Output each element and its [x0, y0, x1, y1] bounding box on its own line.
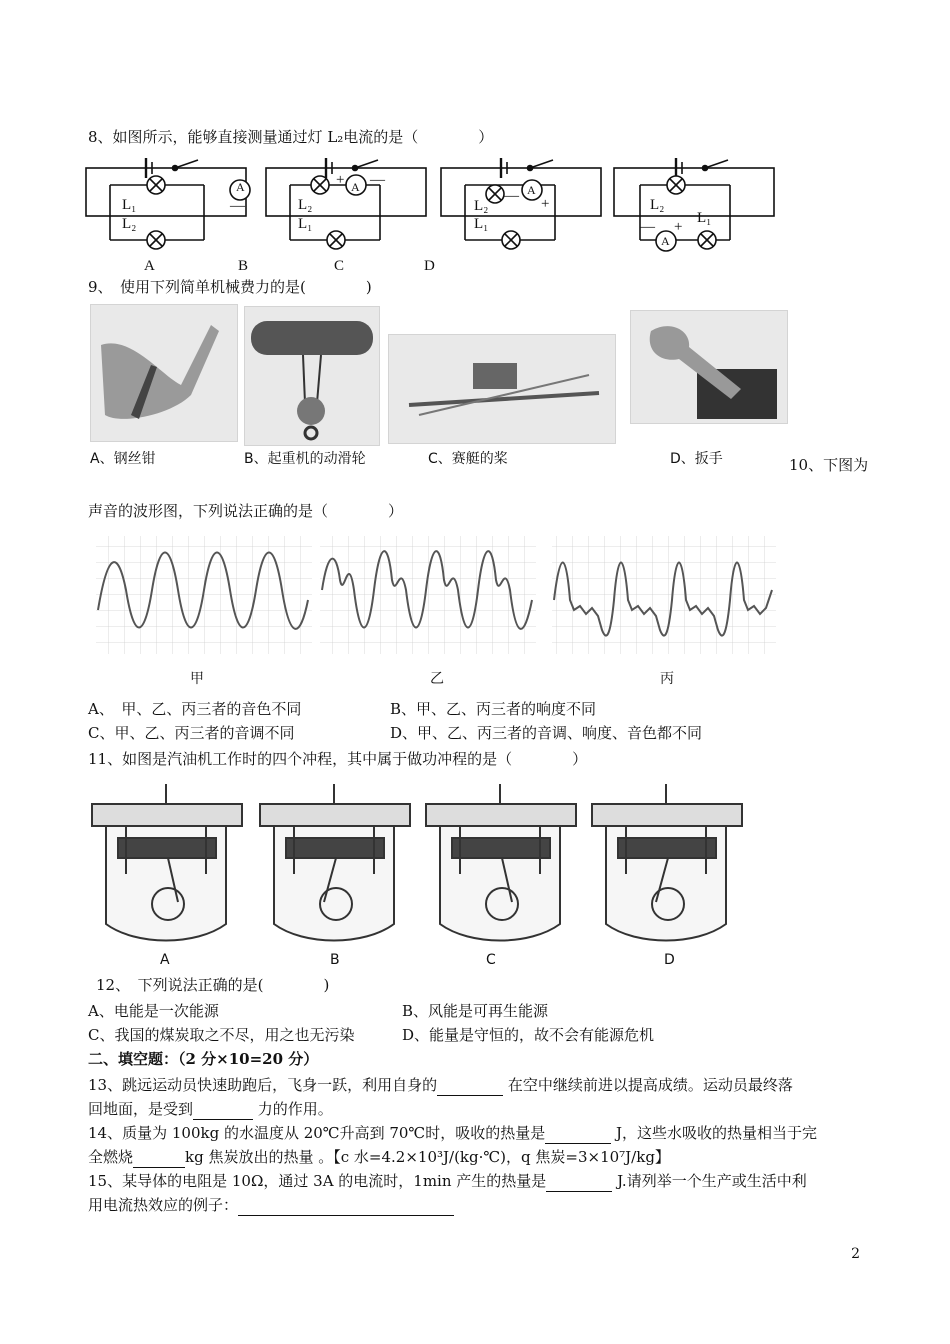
circuit-a-l2: L₂ — [122, 216, 137, 232]
wave-label-bing: 丙 — [660, 671, 674, 687]
engine-label-b: B — [330, 952, 340, 968]
engine-c — [426, 784, 576, 941]
circuit-c — [441, 158, 601, 249]
pliers-image — [90, 304, 238, 442]
circuit-c-l2: L₂ — [474, 198, 489, 214]
circuit-b-ammeter: A — [351, 180, 360, 194]
circuit-c-ammeter: A — [527, 183, 536, 197]
q13-blank-2[interactable] — [193, 1103, 253, 1120]
q12-option-c: C、我国的煤炭取之不尽，用之也无污染 — [88, 1026, 355, 1044]
engine-strokes-figure — [86, 774, 746, 950]
q14-line-1: 14、质量为 100kg 的水温度从 20℃升高到 70℃时，吸收的热量是 J，这些水吸收的热量相当于完 — [88, 1124, 818, 1142]
q12-option-b: B、风能是可再生能源 — [402, 1002, 549, 1020]
circuit-b-l1: L₁ — [298, 216, 313, 232]
engine-label-d: D — [664, 952, 675, 968]
circuit-d-minus: — — [640, 219, 655, 235]
wave-grid-yi — [320, 536, 536, 654]
engine-label-a: A — [160, 952, 170, 968]
option-a-label: A — [144, 258, 155, 274]
wrench-image — [630, 310, 788, 424]
caption-pulley: B、起重机的动滑轮 — [244, 451, 366, 467]
q10-option-b: B、甲、乙、丙三者的响度不同 — [390, 700, 597, 718]
option-d-label: D — [424, 258, 435, 274]
q12-text: 12、 下列说法正确的是( ) — [96, 976, 330, 994]
engine-d — [592, 784, 742, 941]
q10-text-a: 10、下图为 — [789, 456, 869, 474]
circuit-d-l2: L₂ — [650, 197, 665, 213]
circuit-c-plus: + — [541, 196, 550, 212]
caption-oar: C、赛艇的桨 — [428, 451, 508, 467]
circuit-b-plus: + — [336, 172, 345, 188]
circuit-a-minus: — — [230, 198, 245, 214]
engine-b — [260, 784, 410, 941]
waveform-figure — [92, 530, 782, 660]
q12-option-a: A、电能是一次能源 — [88, 1002, 219, 1020]
wave-label-jia: 甲 — [190, 671, 204, 687]
circuit-c-l1: L₁ — [474, 216, 489, 232]
circuit-d — [614, 158, 774, 251]
q10-option-c: C、甲、乙、丙三者的音调不同 — [88, 724, 295, 742]
circuit-d-ammeter: A — [661, 234, 670, 248]
q9-text: 9、 使用下列简单机械费力的是( ) — [88, 278, 372, 296]
q15-line-1: 15、某导体的电阻是 10Ω，通过 3A 的电流时，1min 产生的热量是 J.请列举一个生产或生活中利 — [88, 1172, 807, 1190]
circuit-d-plus: + — [674, 219, 683, 235]
engine-label-c: C — [486, 952, 496, 968]
circuit-b — [266, 158, 426, 249]
q15-blank-1[interactable] — [546, 1175, 612, 1192]
circuit-b-minus: — — [370, 172, 385, 188]
rowing-boat-image — [388, 334, 616, 444]
caption-pliers: A、钢丝钳 — [90, 451, 156, 467]
circuit-a-l1: L₁ — [122, 197, 137, 213]
q15-line-2: 用电流热效应的例子： — [88, 1194, 454, 1216]
q14-blank-2[interactable] — [133, 1151, 185, 1168]
q8-circuit-diagrams — [80, 150, 780, 260]
q11-text: 11、如图是汽油机工作时的四个冲程，其中属于做功冲程的是（ ） — [88, 750, 588, 768]
page-number: 2 — [851, 1246, 860, 1262]
circuit-a-ammeter: A — [236, 180, 245, 194]
wave-label-yi: 乙 — [430, 671, 444, 687]
q10-text-b: 声音的波形图，下列说法正确的是（ ） — [88, 502, 404, 520]
section-2-title: 二、填空题：（2 分×10=20 分） — [88, 1050, 319, 1068]
q13-line-1: 13、跳远运动员快速助跑后，飞身一跃，利用自身的 在空中继续前进以提高成绩。运动员最终落 — [88, 1076, 793, 1094]
q12-option-d: D、能量是守恒的，故不会有能源危机 — [402, 1026, 655, 1044]
circuit-d-l1: L₁ — [697, 210, 712, 226]
q15-blank-2[interactable] — [238, 1199, 454, 1216]
circuit-b-l2: L₂ — [298, 197, 313, 213]
q8-text: 8、如图所示，能够直接测量通过灯 L₂电流的是（ ） — [88, 128, 494, 146]
option-b-label: B — [238, 258, 249, 274]
q10-option-a: A、 甲、乙、丙三者的音色不同 — [88, 700, 302, 718]
engine-a — [92, 784, 242, 941]
q14-line-2: 全燃烧 kg 焦炭放出的热量 。【c 水=4.2×10³J/(kg·℃)，q 焦炭=3×10⁷J/kg】 — [88, 1148, 670, 1166]
caption-wrench: D、扳手 — [670, 451, 723, 467]
pulley-image — [244, 306, 380, 446]
option-c-label: C — [334, 258, 345, 274]
q13-blank-1[interactable] — [437, 1079, 503, 1096]
q10-option-d: D、甲、乙、丙三者的音调、响度、音色都不同 — [390, 724, 703, 742]
circuit-a — [86, 158, 250, 249]
q14-blank-1[interactable] — [545, 1127, 611, 1144]
circuit-c-minus: — — [504, 188, 519, 204]
q13-line-2: 回地面，是受到 力的作用。 — [88, 1100, 333, 1118]
